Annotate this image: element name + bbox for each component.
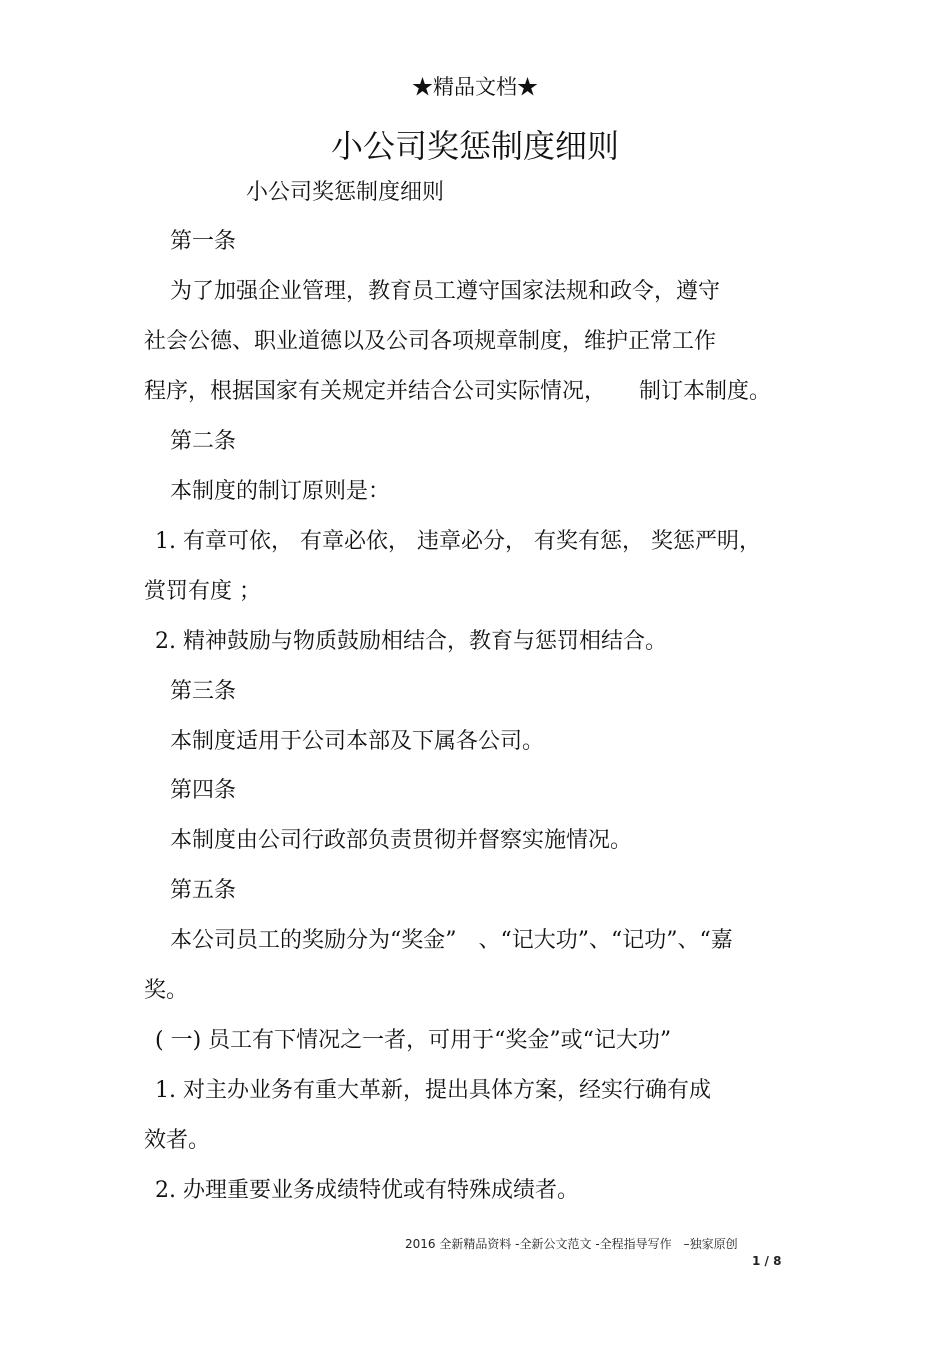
page-header: ★精品文档★ <box>412 75 538 99</box>
page-footer: 2016 全新精品资料 -全新公文范文 -全程指导写作 –独家原创 <box>405 1237 738 1251</box>
list-item-line: 1. 有章可依， 有章必依， 违章必分， 有奖有惩， 奖惩严明， <box>155 529 761 554</box>
document-title: 小公司奖惩制度细则 <box>330 127 619 165</box>
subtitle-line: 小公司奖惩制度细则 <box>246 180 445 205</box>
list-item-line: 2. 办理重要业务成绩特优或有特殊成绩者。 <box>155 1178 579 1203</box>
article-1-heading: 第一条 <box>170 229 237 254</box>
article-4-heading: 第四条 <box>170 778 237 803</box>
paragraph-line: 效者。 <box>144 1128 211 1153</box>
list-item-line: 2. 精神鼓励与物质鼓励相结合，教育与惩罚相结合。 <box>155 629 667 654</box>
section-heading: ( 一) 员工有下情况之一者，可用于“奖金”或“记大功” <box>155 1028 672 1053</box>
page-number: 1 / 8 <box>752 1254 782 1268</box>
paragraph-line: 本公司员工的奖励分为“奖金” 、“记大功”、“记功”、“嘉 <box>170 928 733 953</box>
article-5-heading: 第五条 <box>170 878 237 903</box>
list-item-line: 1. 对主办业务有重大革新，提出具体方案，经实行确有成 <box>155 1078 711 1103</box>
paragraph-line: 社会公德、职业道德以及公司各项规章制度，维护正常工作 <box>144 329 717 354</box>
paragraph-line: 程序，根据国家有关规定并结合公司实际情况， 制订本制度。 <box>144 379 772 404</box>
paragraph-line: 本制度适用于公司本部及下属各公司。 <box>170 729 545 754</box>
paragraph-line: 奖。 <box>144 978 189 1003</box>
article-3-heading: 第三条 <box>170 679 237 704</box>
article-2-heading: 第二条 <box>170 429 237 454</box>
paragraph-line: 赏罚有度 ； <box>144 579 261 604</box>
paragraph-line: 本制度的制订原则是： <box>170 479 391 504</box>
paragraph-line: 为了加强企业管理，教育员工遵守国家法规和政令，遵守 <box>170 279 721 304</box>
paragraph-line: 本制度由公司行政部负责贯彻并督察实施情况。 <box>170 828 633 853</box>
